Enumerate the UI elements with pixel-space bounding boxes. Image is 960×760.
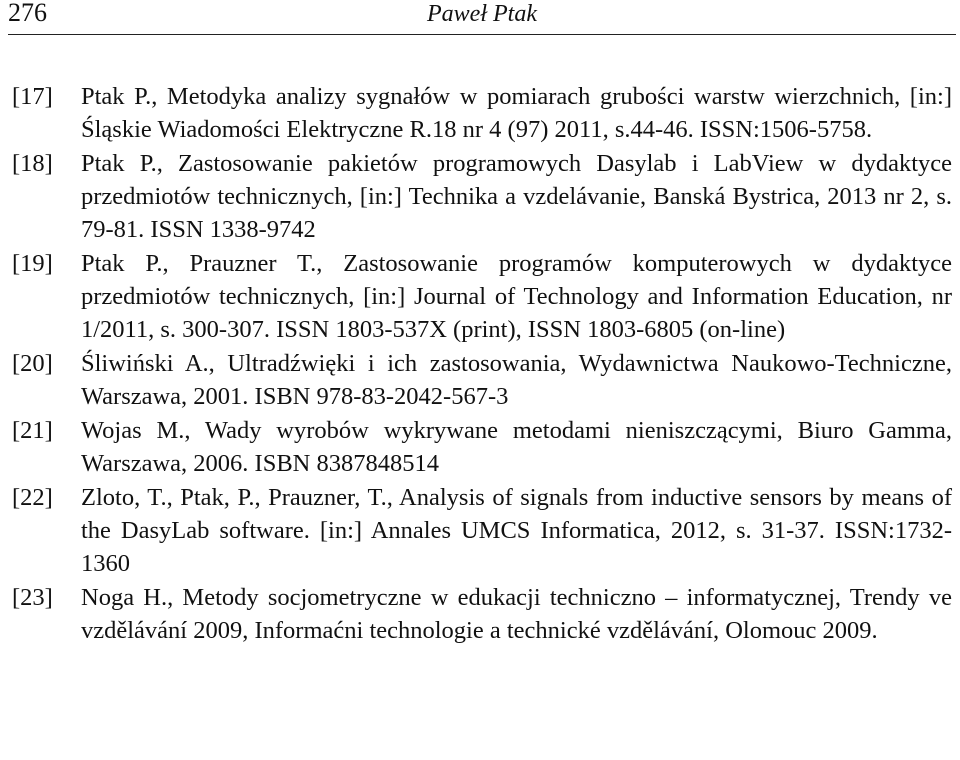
reference-text: Ptak P., Zastosowanie pakietów programowych Dasylab i LabView w dydaktyce przedmiotów technicznych, [in:] Technika a vzdelávanie, Banská Bystrica, 2013 nr 2, s. 79-81. ISSN 1338-9742 (81, 150, 952, 243)
reference-number: [18] (12, 150, 53, 177)
reference-text: Ptak P., Prauzner T., Zastosowanie programów komputerowych w dydaktyce przedmiotów technicznych, [in:] Journal of Technology and Information Education, nr 1/2011, s. 300-307. ISSN 1803-537X (print), ISSN 1803-6805 (on-line) (81, 250, 952, 343)
reference-text: Śliwiński A., Ultradźwięki i ich zastosowania, Wydawnictwa Naukowo-Techniczne, Warszawa, 2001. ISBN 978-83-2042-567-3 (81, 350, 952, 410)
page-number: 276 (8, 0, 47, 27)
running-head-author: Paweł Ptak (427, 1, 537, 27)
reference-text: Wojas M., Wady wyrobów wykrywane metodami nieniszczącymi, Biuro Gamma, Warszawa, 2006. ISBN 8387848514 (81, 417, 952, 477)
running-header (8, 0, 956, 35)
reference-item (12, 481, 952, 580)
reference-item (12, 347, 952, 413)
reference-text: Noga H., Metody socjometryczne w edukacji techniczno – informatycznej, Trendy ve vzdělávání 2009, Informaćni technologie a technické vzdělávání, Olomouc 2009. (81, 584, 952, 644)
reference-item (12, 247, 952, 346)
reference-item (12, 581, 952, 647)
reference-text: Zloto, T., Ptak, P., Prauzner, T., Analysis of signals from inductive sensors by means of the DasyLab software. [in:] Annales UMCS Informatica, 2012, s. 31-37. ISSN:1732-1360 (81, 484, 952, 577)
reference-number: [21] (12, 417, 53, 444)
reference-number: [20] (12, 350, 53, 377)
reference-number: [19] (12, 250, 53, 277)
reference-number: [17] (12, 83, 53, 110)
reference-item (12, 147, 952, 246)
reference-number: [22] (12, 484, 53, 511)
reference-text: Ptak P., Metodyka analizy sygnałów w pomiarach grubości warstw wierzchnich, [in:] Śląskie Wiadomości Elektryczne R.18 nr 4 (97) 2011, s.44-46. ISSN:1506-5758. (81, 83, 952, 143)
reference-item (12, 414, 952, 480)
reference-list (12, 80, 952, 647)
reference-number: [23] (12, 584, 53, 611)
reference-item (12, 80, 952, 146)
